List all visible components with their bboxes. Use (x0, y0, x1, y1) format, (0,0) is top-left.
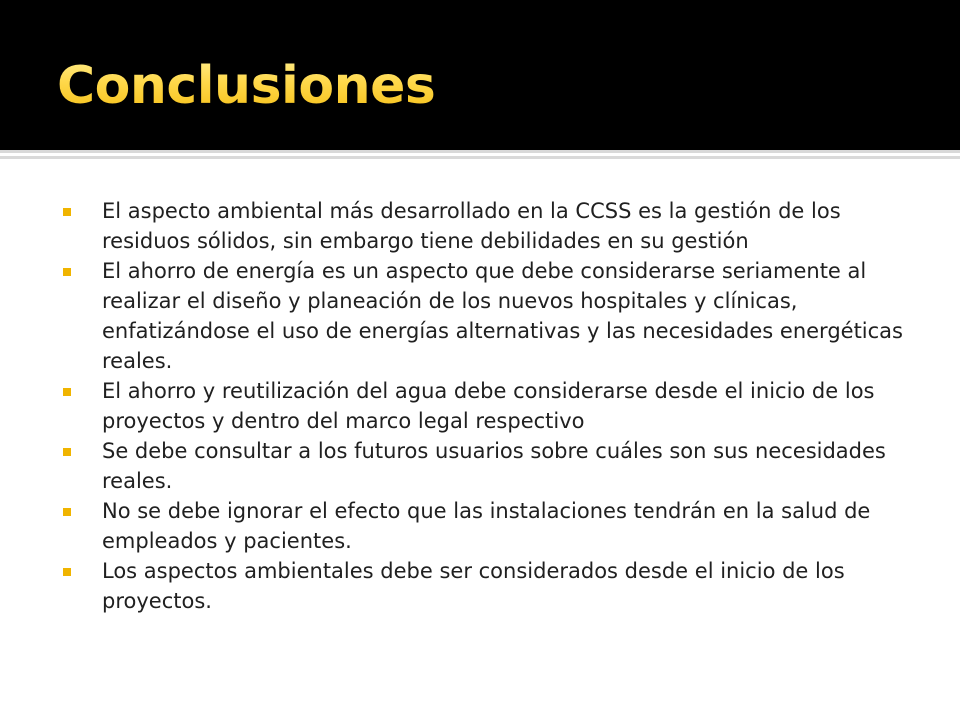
bullet-text: No se debe ignorar el efecto que las instalaciones tendrán en la salud de empleados y pacientes. (102, 499, 871, 553)
bullet-text: Los aspectos ambientales debe ser considerados desde el inicio de los proyectos. (102, 559, 845, 613)
square-bullet-icon (63, 448, 71, 456)
square-bullet-icon (63, 568, 71, 576)
bullet-item (0, 436, 960, 496)
square-bullet-icon (63, 508, 71, 516)
bullet-text: El ahorro de energía es un aspecto que debe considerarse seriamente al realizar el diseño y planeación de los nuevos hospitales y clínicas, enfatizándose el uso de energías alternativas y las necesidades energéticas reales. (102, 259, 903, 373)
bullet-list (0, 196, 960, 616)
square-bullet-icon (63, 208, 71, 216)
square-bullet-icon (63, 268, 71, 276)
bullet-item (0, 556, 960, 616)
title-divider (0, 150, 960, 153)
bullet-text: El aspecto ambiental más desarrollado en la CCSS es la gestión de los residuos sólidos, sin embargo tiene debilidades en su gestión (102, 199, 841, 253)
square-bullet-icon (63, 388, 71, 396)
bullet-text: Se debe consultar a los futuros usuarios sobre cuáles son sus necesidades reales. (102, 439, 886, 493)
bullet-item (0, 196, 960, 256)
slide-title: Conclusiones (57, 46, 435, 126)
bullet-text: El ahorro y reutilización del agua debe considerarse desde el inicio de los proyectos y dentro del marco legal respectivo (102, 379, 875, 433)
title-bar (0, 0, 960, 150)
bullet-item (0, 376, 960, 436)
bullet-item (0, 496, 960, 556)
title-divider-secondary (0, 156, 960, 159)
bullet-item (0, 256, 960, 376)
